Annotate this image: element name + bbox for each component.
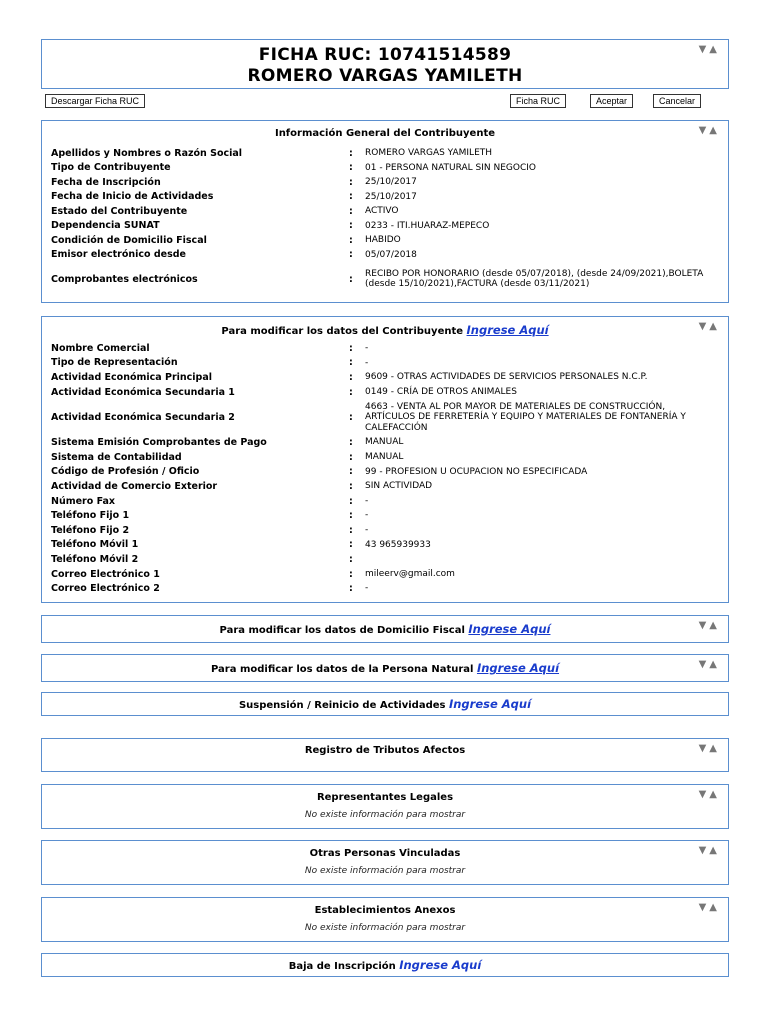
- field-label: Dependencia SUNAT: [51, 220, 160, 232]
- info-row: [51, 219, 715, 234]
- collapse-controls: [699, 659, 720, 670]
- info-row: [51, 479, 715, 494]
- field-separator: :: [349, 273, 353, 285]
- field-separator: :: [349, 191, 353, 203]
- representantes-panel: [41, 784, 729, 829]
- field-value: 0149 - CRÍA DE OTROS ANIMALES: [365, 386, 517, 397]
- general-info-table: [51, 146, 715, 296]
- field-label: Número Fax: [51, 495, 116, 507]
- persona-natural-link[interactable]: Ingrese Aquí: [476, 661, 560, 675]
- field-value: -: [365, 343, 369, 354]
- field-value: 25/10/2017: [365, 177, 417, 187]
- field-label: Nombre Comercial: [51, 342, 150, 354]
- field-separator: :: [349, 539, 353, 551]
- field-value: 01 - PERSONA NATURAL SIN NEGOCIO: [365, 162, 536, 173]
- modify-contributor-table: [51, 341, 715, 596]
- field-separator: :: [349, 451, 353, 463]
- general-info-title: Información General del Contribuyente: [274, 128, 496, 139]
- field-value: RECIBO POR HONORARIO (desde 05/07/2018), (desde 24/09/2021),BOLETA (desde 15/10/2021),FACTURA (desde 03/11/2021): [365, 268, 704, 289]
- field-value: 9609 - OTRAS ACTIVIDADES DE SERVICIOS PERSONALES N.C.P.: [365, 372, 648, 383]
- field-separator: :: [349, 234, 353, 246]
- collapse-down-icon[interactable]: ▼: [698, 44, 710, 55]
- collapse-up-icon[interactable]: ▲: [709, 125, 720, 136]
- info-row: [51, 494, 715, 509]
- field-label: Actividad de Comercio Exterior: [51, 480, 218, 492]
- collapse-controls: [699, 620, 720, 631]
- collapse-up-icon[interactable]: ▲: [709, 659, 720, 670]
- info-row: [51, 465, 715, 480]
- info-row: [51, 233, 715, 248]
- info-row: [51, 370, 715, 385]
- info-row: [51, 399, 715, 435]
- field-separator: :: [349, 411, 353, 423]
- info-row: [51, 190, 715, 205]
- field-label: Sistema de Contabilidad: [51, 451, 182, 463]
- info-row: [51, 581, 715, 596]
- field-label: Sistema Emisión Comprobantes de Pago: [51, 437, 267, 449]
- field-label: Estado del Contribuyente: [51, 205, 188, 217]
- baja-title: [42, 958, 728, 972]
- info-row: [51, 538, 715, 553]
- field-label: Emisor electrónico desde: [51, 249, 186, 261]
- collapse-down-icon[interactable]: ▼: [698, 620, 710, 631]
- collapse-up-icon[interactable]: ▲: [709, 845, 720, 856]
- collapse-down-icon[interactable]: ▼: [698, 659, 710, 670]
- collapse-controls: [699, 743, 720, 754]
- field-value: -: [365, 510, 369, 521]
- field-separator: :: [349, 510, 353, 522]
- anexos-panel: [41, 897, 729, 942]
- modify-contributor-label: Para modificar los datos del Contribuyente: [221, 326, 464, 337]
- field-separator: :: [349, 495, 353, 507]
- anexos-empty-message: No existe información para mostrar: [304, 923, 466, 933]
- field-label: Correo Electrónico 2: [51, 583, 160, 595]
- field-separator: :: [349, 583, 353, 595]
- field-label: Comprobantes electrónicos: [51, 273, 198, 285]
- ficha-ruc-button[interactable]: Ficha RUC: [510, 94, 566, 108]
- tributos-title: Registro de Tributos Afectos: [304, 745, 466, 756]
- suspension-panel: [41, 692, 729, 716]
- field-separator: :: [349, 205, 353, 217]
- field-value: ACTIVO: [365, 206, 399, 216]
- field-value: ROMERO VARGAS YAMILETH: [365, 148, 493, 158]
- collapse-controls: [699, 789, 720, 800]
- ruc-number-title: FICHA RUC: 10741514589: [258, 45, 512, 65]
- field-value: 4663 - VENTA AL POR MAYOR DE MATERIALES DE CONSTRUCCIÓN, ARTÍCULOS DE FERRETERÍA Y EQUIPO Y MATERIALES DE FONTANERÍA Y CALEFACCIÓN: [365, 401, 686, 433]
- baja-label: Baja de Inscripción: [288, 961, 396, 972]
- field-value: mileerv@gmail.com: [365, 568, 455, 579]
- field-value: MANUAL: [365, 437, 404, 448]
- baja-panel: [41, 953, 729, 977]
- info-row: [51, 175, 715, 190]
- field-value: 0233 - ITI.HUARAZ-MEPECO: [365, 220, 490, 231]
- field-label: Tipo de Representación: [51, 357, 178, 369]
- info-row: [51, 552, 715, 567]
- field-separator: :: [349, 568, 353, 580]
- info-row: [51, 356, 715, 371]
- info-row: [51, 435, 715, 450]
- representantes-empty-message: No existe información para mostrar: [304, 810, 466, 820]
- collapse-controls: [699, 125, 720, 136]
- anexos-title: Establecimientos Anexos: [314, 905, 456, 916]
- collapse-down-icon[interactable]: ▼: [698, 789, 710, 800]
- field-separator: :: [349, 162, 353, 174]
- field-separator: :: [349, 437, 353, 449]
- info-row: [51, 523, 715, 538]
- collapse-controls: [699, 902, 720, 913]
- info-row: [51, 262, 715, 296]
- modify-contributor-link[interactable]: Ingrese Aquí: [466, 323, 549, 337]
- suspension-title: [42, 697, 728, 711]
- baja-link[interactable]: Ingrese Aquí: [399, 958, 482, 972]
- field-separator: :: [349, 371, 353, 383]
- field-label: Correo Electrónico 1: [51, 568, 160, 580]
- field-label: Teléfono Fijo 1: [51, 510, 130, 522]
- collapse-up-icon[interactable]: ▲: [709, 620, 720, 631]
- domicilio-label: Para modificar los datos de Domicilio Fiscal: [219, 625, 465, 636]
- download-ficha-button[interactable]: Descargar Ficha RUC: [45, 94, 145, 108]
- field-separator: :: [349, 342, 353, 354]
- field-value: -: [365, 495, 369, 506]
- collapse-down-icon[interactable]: ▼: [698, 743, 710, 754]
- field-label: Actividad Económica Secundaria 1: [51, 386, 235, 398]
- field-separator: :: [349, 480, 353, 492]
- info-row: [51, 385, 715, 400]
- field-separator: :: [349, 220, 353, 232]
- collapse-up-icon[interactable]: ▲: [709, 44, 720, 55]
- vinculadas-empty-message: No existe información para mostrar: [304, 866, 466, 876]
- domicilio-panel: [41, 615, 729, 643]
- field-label: Teléfono Fijo 2: [51, 524, 130, 536]
- collapse-up-icon[interactable]: ▲: [709, 789, 720, 800]
- field-value: 43 965939933: [365, 539, 431, 550]
- info-row: [51, 567, 715, 582]
- field-value: 25/10/2017: [365, 191, 417, 202]
- collapse-up-icon[interactable]: ▲: [709, 902, 720, 913]
- accept-button[interactable]: Aceptar: [590, 94, 633, 108]
- field-value: [365, 552, 715, 567]
- field-label: Fecha de Inscripción: [51, 176, 161, 188]
- field-label: Fecha de Inicio de Actividades: [51, 191, 214, 203]
- ruc-header-panel: [41, 39, 729, 89]
- tributos-panel: [41, 738, 729, 772]
- field-value: 99 - PROFESION U OCUPACION NO ESPECIFICADA: [365, 466, 588, 477]
- persona-natural-label: Para modificar los datos de la Persona Natural: [210, 664, 474, 675]
- field-label: Actividad Económica Principal: [51, 371, 213, 383]
- modify-contributor-title: [42, 323, 728, 337]
- taxpayer-name-title: ROMERO VARGAS YAMILETH: [247, 66, 523, 86]
- modify-contributor-panel: [41, 316, 729, 603]
- info-row: [51, 204, 715, 219]
- field-label: Teléfono Móvil 2: [51, 553, 139, 565]
- field-value: 05/07/2018: [365, 249, 417, 260]
- domicilio-link[interactable]: Ingrese Aquí: [468, 622, 551, 636]
- field-separator: :: [349, 147, 353, 159]
- field-value: -: [365, 524, 369, 535]
- collapse-up-icon[interactable]: ▲: [709, 321, 720, 332]
- field-separator: :: [349, 466, 353, 478]
- info-row: [51, 146, 715, 161]
- field-value: SIN ACTIVIDAD: [365, 481, 433, 492]
- collapse-down-icon[interactable]: ▼: [698, 902, 710, 913]
- field-separator: :: [349, 524, 353, 536]
- info-row: [51, 161, 715, 176]
- field-separator: :: [349, 386, 353, 398]
- general-info-panel: [41, 120, 729, 303]
- collapse-down-icon[interactable]: ▼: [698, 125, 710, 136]
- collapse-up-icon[interactable]: ▲: [709, 743, 720, 754]
- field-separator: :: [349, 249, 353, 261]
- info-row: [51, 450, 715, 465]
- domicilio-title: [42, 622, 728, 636]
- field-label: Teléfono Móvil 1: [51, 539, 139, 551]
- vinculadas-panel: [41, 840, 729, 885]
- collapse-down-icon[interactable]: ▼: [698, 321, 710, 332]
- collapse-controls: [699, 44, 720, 55]
- field-label: Tipo de Contribuyente: [51, 162, 171, 174]
- suspension-label: Suspensión / Reinicio de Actividades: [238, 700, 446, 711]
- field-value: -: [365, 583, 369, 594]
- field-value: HABIDO: [365, 235, 401, 245]
- suspension-link[interactable]: Ingrese Aquí: [448, 697, 532, 711]
- vinculadas-title: Otras Personas Vinculadas: [309, 848, 461, 859]
- cancel-button[interactable]: Cancelar: [653, 94, 701, 108]
- collapse-down-icon[interactable]: ▼: [698, 845, 710, 856]
- field-label: Código de Profesión / Oficio: [51, 466, 200, 478]
- info-row: [51, 341, 715, 356]
- representantes-title: Representantes Legales: [316, 792, 454, 803]
- field-separator: :: [349, 176, 353, 188]
- field-label: Condición de Domicilio Fiscal: [51, 234, 207, 246]
- field-separator: :: [349, 357, 353, 369]
- persona-natural-title: [42, 661, 728, 675]
- info-row: [51, 508, 715, 523]
- persona-natural-panel: [41, 654, 729, 682]
- field-value: MANUAL: [365, 452, 404, 463]
- field-separator: :: [349, 553, 353, 565]
- info-row: [51, 248, 715, 263]
- field-label: Actividad Económica Secundaria 2: [51, 411, 235, 423]
- collapse-controls: [699, 845, 720, 856]
- field-label: Apellidos y Nombres o Razón Social: [51, 147, 243, 159]
- field-value: -: [365, 357, 369, 368]
- collapse-controls: [699, 321, 720, 332]
